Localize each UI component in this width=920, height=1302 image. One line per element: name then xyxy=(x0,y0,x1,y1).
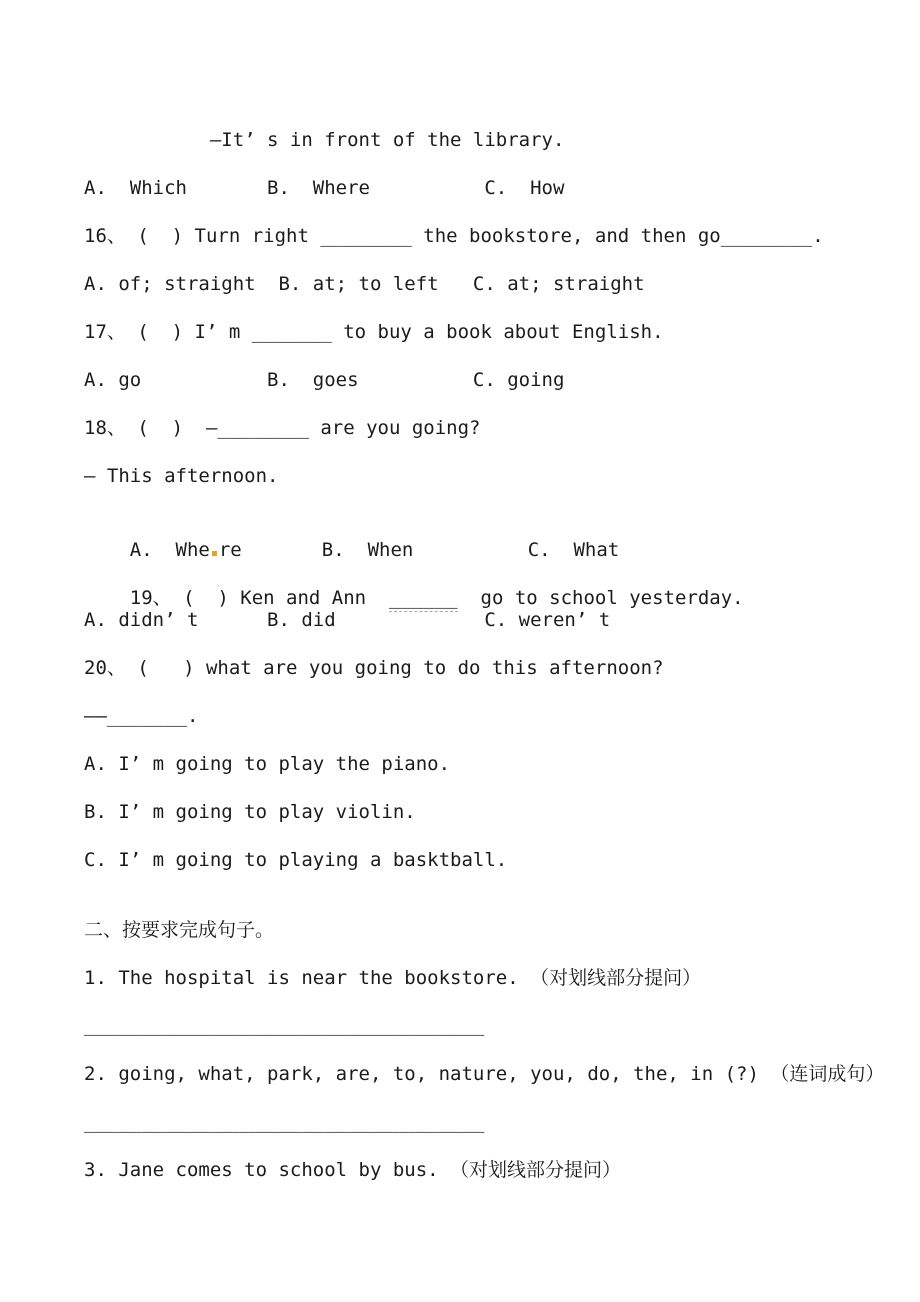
answer-line-1: ___________________________________ xyxy=(84,1014,485,1036)
question-1: 1. The hospital is near the bookstore. （对划线部分提问） xyxy=(84,967,702,989)
options-row-17: A. go B. goes C. going xyxy=(84,369,565,391)
reply-line-15: —It’ s in front of the library. xyxy=(84,129,565,151)
options-row-16: A. of; straight B. at; to left C. at; straight xyxy=(84,273,645,295)
question-17: 17、 ( ) I’ m _______ to buy a book about English. xyxy=(84,321,664,343)
question-19-suffix: go to school yesterday. xyxy=(457,587,744,609)
options-b-c: B. When C. What xyxy=(241,539,620,561)
question-18-reply: — This afternoon. xyxy=(84,465,279,487)
question-18: 18、 ( ) —________ are you going? xyxy=(84,417,481,439)
section-two-heading: 二、按要求完成句子。 xyxy=(84,919,275,941)
question-3: 3. Jane comes to school by bus. （对划线部分提问） xyxy=(84,1159,622,1181)
answer-line-2: ___________________________________ xyxy=(84,1111,485,1133)
question-20-answer-line: ——_______. xyxy=(84,705,199,727)
question-19-prefix: 19、 ( ) Ken and Ann xyxy=(129,587,389,609)
question-20-choice-a: A. I’ m going to play the piano. xyxy=(84,753,451,775)
options-row-15: A. Which B. Where C. How xyxy=(84,177,565,199)
question-19-blank: ______ xyxy=(389,587,458,612)
question-16: 16、 ( ) Turn right ________ the bookstore, and then go________. xyxy=(84,225,824,247)
question-20-choice-b: B. I’ m going to play violin. xyxy=(84,801,416,823)
question-2: 2. going, what, park, are, to, nature, you, do, the, in (?) （连词成句） xyxy=(84,1063,885,1085)
question-20: 20、 ( ) what are you going to do this afternoon? xyxy=(84,657,664,679)
orange-dot-artifact xyxy=(212,551,217,556)
option-a-prefix: A. Whe xyxy=(129,539,210,561)
options-row-19: A. didn’ t B. did C. weren’ t xyxy=(84,609,611,631)
question-20-choice-c: C. I’ m going to playing a basktball. xyxy=(84,849,508,871)
option-a-suffix: re xyxy=(218,539,242,561)
